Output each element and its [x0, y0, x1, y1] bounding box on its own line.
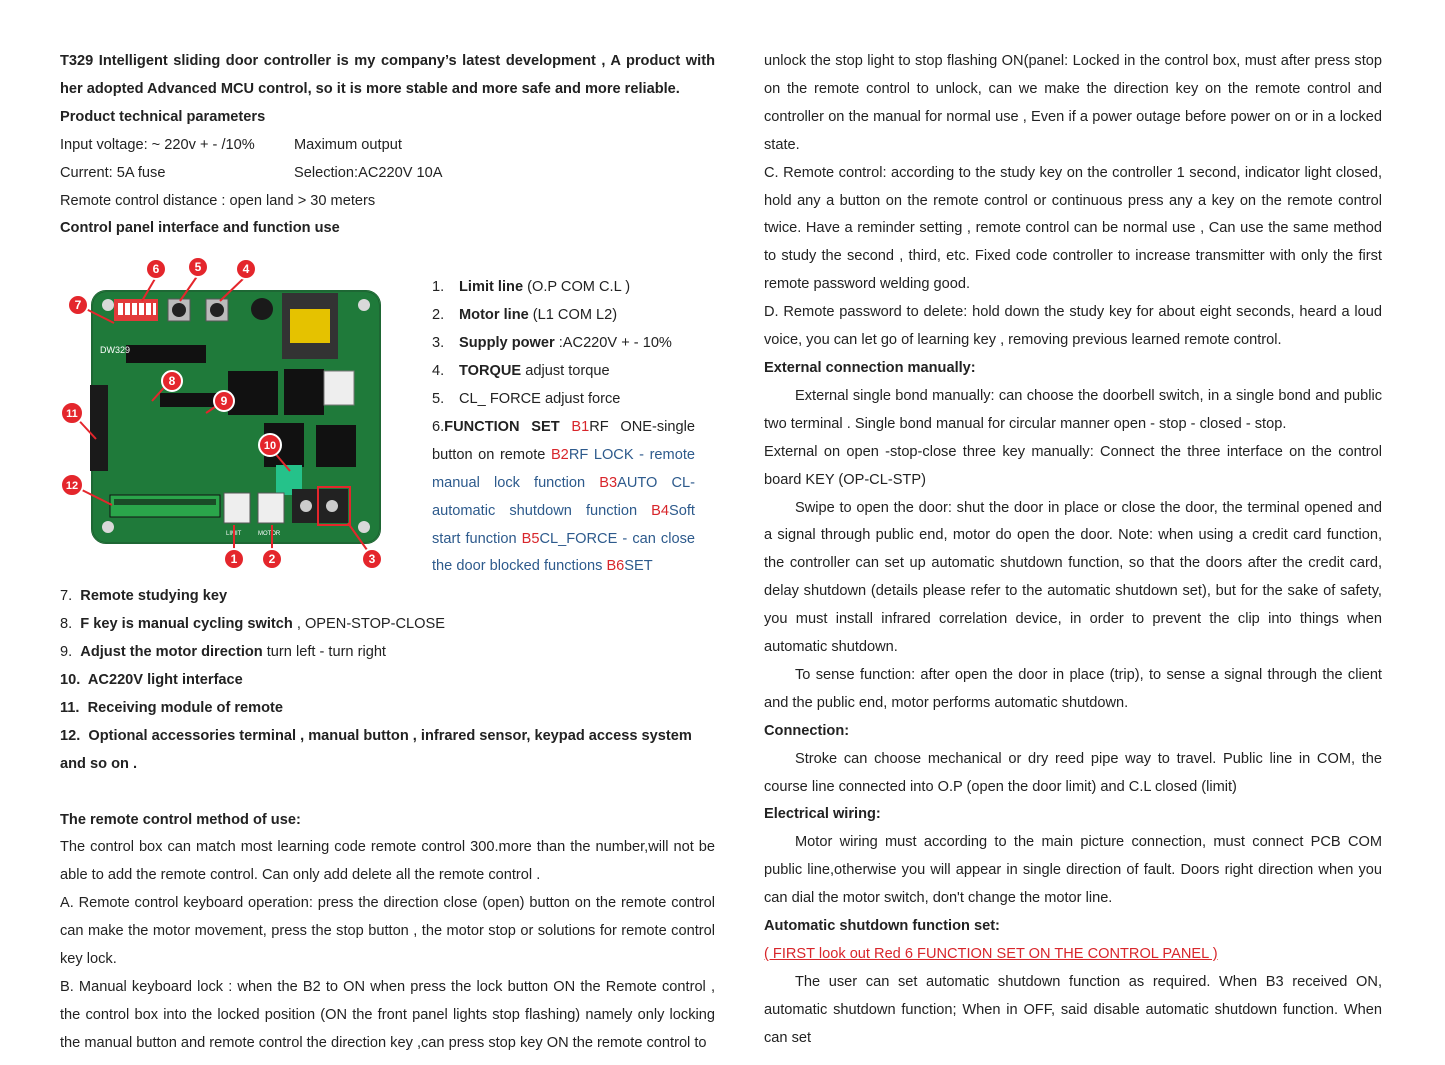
marker-5 [188, 257, 208, 277]
svg-text:11: 11 [66, 408, 78, 421]
electrical-paragraph: Motor wiring must according to the main picture connection, must connect PCB COM public line,otherwise you will appear in single direction of fault. Doors right direction when you can dial the motor switch, don't change the motor line. [764, 834, 1382, 907]
params-heading: Product technical parameters [60, 108, 266, 125]
auto-shutdown-note: ( FIRST look out Red 6 FUNCTION SET ON THE CONTROL PANEL ) [764, 946, 1218, 962]
list-item: 8. F key is manual cycling switch , OPEN-STOP-CLOSE [60, 616, 445, 633]
function-item: 5. CL_ FORCE adjust force [432, 390, 621, 407]
param-label: Current: 5A fuse [60, 164, 166, 181]
connection-paragraph: Stroke can choose mechanical or dry reed pipe way to travel. Public line in COM, the course line connected into O.P (open the door limit) and C.L closed (limit) [764, 750, 1382, 795]
param-row [60, 132, 715, 160]
param-value: Selection:AC220V 10A [294, 164, 443, 181]
remote-paragraph: The control box can match most learning code remote control 300.more than the number,will not be able to add the remote control. Can only add delete all the remote control . [60, 839, 715, 884]
marker-7 [68, 295, 88, 315]
function-item: 4. TORQUE adjust torque [432, 363, 610, 380]
remote-paragraph-d: D. Remote password to delete: hold down the study key for about eight seconds, heard a loud voice, you can let go of learning key , removing previous learned remote control. [764, 304, 1382, 349]
electrical-heading: Electrical wiring: [764, 806, 881, 823]
svg-text:5: 5 [194, 260, 202, 275]
function-set-item: 6.FUNCTION SET B1RF ONE-single button on remote B2RF LOCK - remote manual lock function B3AUTO CL- automatic shutdown function B4Soft start function B5CL_FORCE - can close the door blocked functions B6SET [432, 418, 695, 575]
param-label: Input voltage: ~ 220v + - /10% [60, 136, 255, 153]
function-item: 2. Motor line (L1 COM L2) [432, 307, 618, 324]
list-item: 11. Receiving module of remote [60, 699, 284, 716]
function-item: 1. Limit line (O.P COM C.L ) [432, 279, 631, 296]
board-model-label: DW329 [100, 345, 131, 356]
auto-shutdown-heading: Automatic shutdown function set: [764, 918, 1000, 935]
controller-board-image [60, 253, 390, 573]
list-item: 10. AC220V light interface [60, 672, 243, 689]
svg-text:9: 9 [220, 394, 228, 409]
panel-heading: Control panel interface and function use [60, 220, 340, 237]
board-section [60, 243, 715, 583]
marker-8 [162, 371, 182, 391]
unlock-paragraph: unlock the stop light to stop flashing ON(panel: Locked in the control box, must after press stop on the remote control to unlock, can we make the direction key on the remote control and controller on the manual for normal use , Even if a power outage before power on or in a locked state. [764, 53, 1382, 153]
right-column [764, 48, 1382, 1053]
marker-1 [224, 549, 244, 569]
marker-11 [61, 402, 83, 424]
marker-10 [259, 434, 281, 456]
marker-12 [61, 474, 83, 496]
marker-4 [236, 259, 256, 279]
svg-text:8: 8 [168, 374, 176, 389]
svg-text:4: 4 [242, 262, 250, 277]
svg-text:1: 1 [230, 552, 238, 567]
list-item: 7. Remote studying key [60, 588, 228, 605]
connection-heading: Connection: [764, 722, 850, 739]
svg-text:6: 6 [152, 262, 160, 277]
list-item: 12. Optional accessories terminal , manual button , infrared sensor, keypad access system and so on . [60, 727, 692, 772]
marker-6 [146, 259, 166, 279]
remote-paragraph-b: B. Manual keyboard lock : when the B2 to ON when press the lock button ON the Remote control , the control box into the locked position (ON the front panel lights stop flashing) namely only locking the manual button and remote control the direction key ,can press stop key ON the remote control to [60, 979, 715, 1051]
external-paragraph: Swipe to open the door: shut the door in place or close the door, the terminal opened and a signal through public end, motor do open the door. Note: when using a credit card function, the controller can set up automatic shutdown function, so that the doors after the credit card, delay shutdown (details please refer to the automatic shutdown set), but for the sake of safety, you must install infrared correlation device, in order to prevent the clip into things when automatic shutdown. [764, 499, 1382, 656]
remote-heading: The remote control method of use: [60, 811, 301, 828]
external-paragraph: External on open -stop-close three key manually: Connect the three interface on the control board KEY (OP-CL-STP) [764, 443, 1382, 488]
remote-paragraph-a: A. Remote control keyboard operation: press the direction close (open) button on the remote control can make the motor movement, press the stop button , the motor stop or solutions for remote control key lock. [60, 895, 715, 968]
param-row [60, 160, 715, 188]
svg-text:2: 2 [268, 552, 276, 567]
svg-text:7: 7 [74, 298, 82, 313]
external-paragraph: To sense function: after open the door in place (trip), to sense a signal through the client and the public end, motor performs automatic shutdown. [764, 666, 1382, 711]
left-column [60, 48, 715, 1058]
remote-distance: Remote control distance : open land > 30 meters [60, 192, 376, 209]
svg-text:10: 10 [263, 440, 277, 453]
marker-2 [262, 549, 282, 569]
svg-text:12: 12 [65, 480, 79, 493]
motor-terminal-label: MOTOR [258, 531, 281, 538]
auto-shutdown-paragraph: The user can set automatic shutdown function as required. When B3 received ON, automatic shutdown function; When in OFF, said disable automatic shutdown function. When can set [764, 973, 1382, 1046]
function-item: 3. Supply power :AC220V + - 10% [432, 335, 672, 352]
intro-text: T329 Intelligent sliding door controller is my company’s latest development , A product with her adopted Advanced MCU control, so it is more stable and more safe and more reliable. [60, 53, 715, 97]
list-item: 9. Adjust the motor direction turn left - turn right [60, 644, 386, 661]
marker-9 [214, 391, 234, 411]
param-value: Maximum output [294, 136, 402, 153]
external-heading: External connection manually: [764, 359, 976, 376]
remote-paragraph-c: C. Remote control: according to the study key on the controller 1 second, indicator light closed, hold any a button on the remote control or continuous press any a key on the remote control twice. Have a reminder setting , remote control can be normal use , Can use the same method to study the second , third, etc. Fixed code controller to increase transmitter with only the first remote password welding good. [764, 164, 1382, 293]
marker-3 [362, 549, 382, 569]
svg-text:3: 3 [368, 552, 376, 567]
external-paragraph: External single bond manually: can choose the doorbell switch, in a single bond and public two terminal . Single bond manual for circular manner open - stop - closed - stop. [764, 387, 1382, 432]
function-list [432, 274, 695, 581]
limit-terminal-label: LIMIT [226, 531, 242, 538]
